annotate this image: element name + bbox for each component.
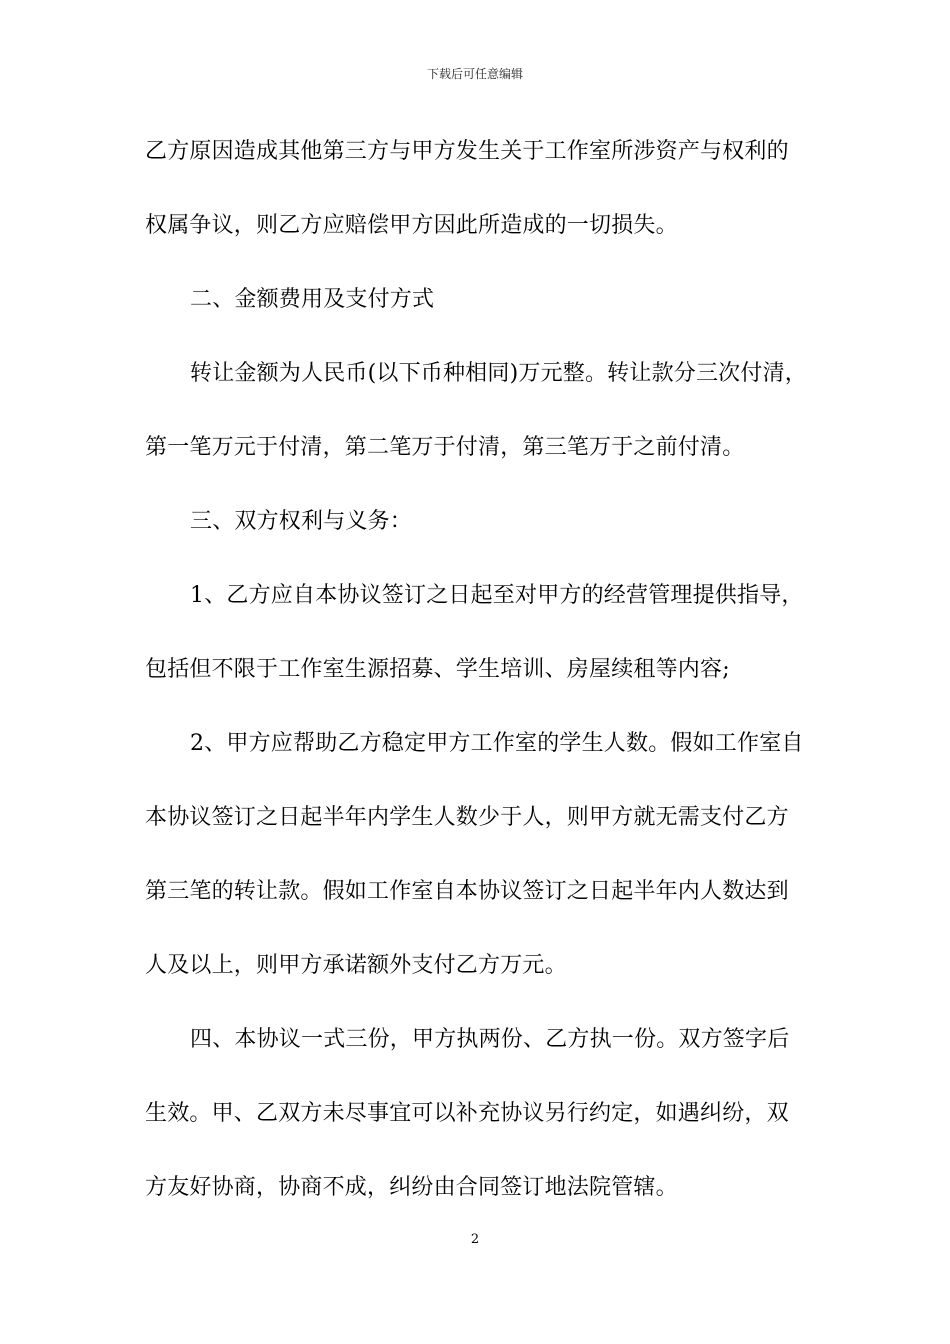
body-line: 第一笔万元于付清，第二笔万于付清，第三笔万于之前付清。 bbox=[145, 435, 745, 460]
body-line: 人及以上，则甲方承诺额外支付乙方万元。 bbox=[145, 953, 567, 978]
body-line: 2、甲方应帮助乙方稳定甲方工作室的学生人数。假如工作室自 bbox=[190, 731, 804, 756]
body-line: 转让金额为人民币(以下币种相同)万元整。转让款分三次付清， bbox=[190, 361, 807, 386]
section-heading-copies: 四、本协议一式三份，甲方执两份、乙方执一份。双方签字后 bbox=[190, 1027, 790, 1052]
body-line: 方友好协商，协商不成，纠纷由合同签订地法院管辖。 bbox=[145, 1175, 678, 1200]
page-header: 下载后可任意编辑 bbox=[426, 67, 523, 81]
section-heading-amount: 二、金额费用及支付方式 bbox=[190, 287, 435, 312]
body-line: 第三笔的转让款。假如工作室自本协议签订之日起半年内人数达到 bbox=[145, 879, 789, 904]
body-line: 1、乙方应自本协议签订之日起至对甲方的经营管理提供指导， bbox=[190, 583, 804, 608]
body-line: 权属争议，则乙方应赔偿甲方因此所造成的一切损失。 bbox=[145, 213, 678, 238]
section-heading-rights: 三、双方权利与义务： bbox=[190, 509, 413, 534]
page-number: 2 bbox=[470, 1232, 480, 1247]
body-line: 生效。甲、乙双方未尽事宜可以补充协议另行约定，如遇纠纷，双 bbox=[145, 1101, 789, 1126]
body-line: 本协议签订之日起半年内学生人数少于人，则甲方就无需支付乙方 bbox=[145, 805, 789, 830]
body-line: 包括但不限于工作室生源招募、学生培训、房屋续租等内容; bbox=[145, 657, 730, 682]
body-line: 乙方原因造成其他第三方与甲方发生关于工作室所涉资产与权利的 bbox=[145, 139, 789, 164]
